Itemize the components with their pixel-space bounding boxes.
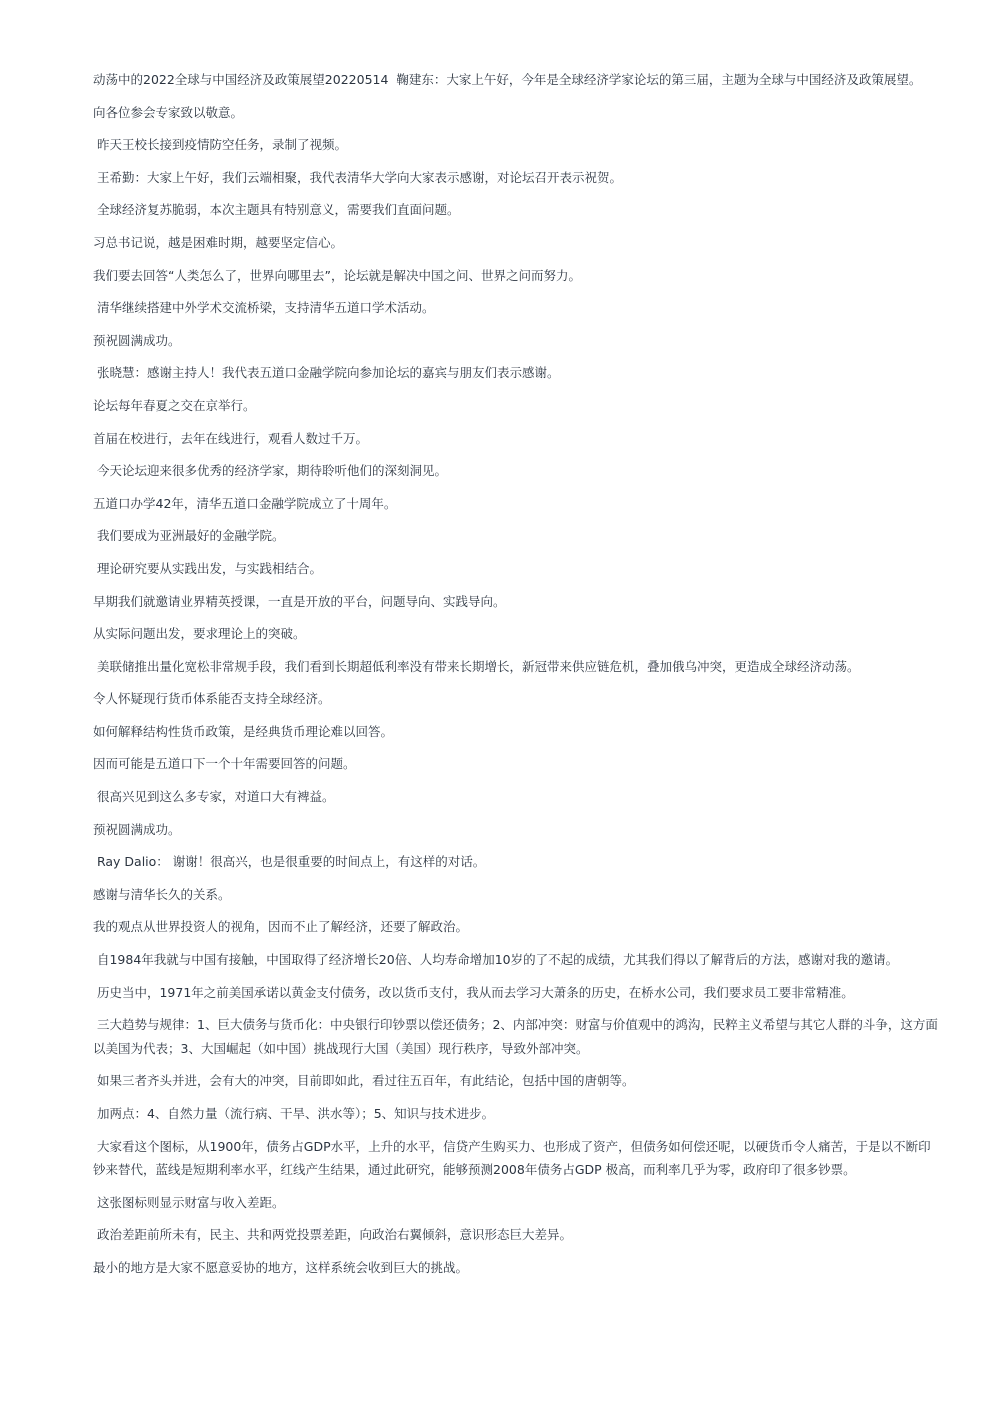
paragraph: 政治差距前所未有，民主、共和两党投票差距，向政治右翼倾斜，意识形态巨大差异。 [93,1227,572,1243]
paragraph: 如果三者齐头并进，会有大的冲突，目前即如此，看过往五百年，有此结论，包括中国的唐朝等。 [93,1073,635,1089]
paragraph: 论坛每年春夏之交在京举行。 [93,397,256,413]
paragraph: 如何解释结构性货币政策，是经典货币理论难以回答。 [93,723,394,739]
paragraph: 我们要去回答“人类怎么了，世界向哪里去”，论坛就是解决中国之问、世界之问而努力。 [93,267,581,283]
paragraph: 因而可能是五道口下一个十年需要回答的问题。 [93,756,356,772]
document-body [93,68,938,1288]
paragraph: 最小的地方是大家不愿意妥协的地方，这样系统会收到巨大的挑战。 [93,1259,469,1275]
paragraph: 习总书记说，越是困难时期，越要坚定信心。 [93,234,344,250]
paragraph: 清华继续搭建中外学术交流桥梁，支持清华五道口学术活动。 [93,300,435,316]
paragraph: 预祝圆满成功。 [93,821,181,837]
paragraph: 动荡中的2022全球与中国经济及政策展望20220514 鞠建东：大家上午好，今年是全球经济学家论坛的第三届，主题为全球与中国经济及政策展望。 [93,72,922,87]
paragraph: 从实际问题出发，要求理论上的突破。 [93,626,306,642]
paragraph: 早期我们就邀请业界精英授课，一直是开放的平台，问题导向、实践导向。 [93,593,506,609]
paragraph: 我们要成为亚洲最好的金融学院。 [93,528,285,544]
paragraph: 张晓慧：感谢主持人！我代表五道口金融学院向参加论坛的嘉宾与朋友们表示感谢。 [93,365,560,381]
paragraph: 理论研究要从实践出发，与实践相结合。 [93,560,322,576]
paragraph: 五道口办学42年，清华五道口金融学院成立了十周年。 [93,495,397,511]
paragraph: 大家看这个图标，从1900年，债务占GDP水平，上升的水平，信贷产生购买力、也形成了资产，但债务如何偿还呢，以硬货币令人痛苦，于是以不断印钞来替代，蓝线是短期利率水平，红线产生结果，通过此研究，能够预测2008年债务占GDP 极高，而利率几乎为零，政府印了很多钞票。 [93,1138,931,1177]
paragraph: 向各位参会专家致以敬意。 [93,104,244,120]
paragraph: 昨天王校长接到疫情防空任务，录制了视频。 [93,137,347,153]
paragraph: 美联储推出量化宽松非常规手段，我们看到长期超低利率没有带来长期增长，新冠带来供应链危机，叠加俄乌冲突，更造成全球经济动荡。 [93,658,860,674]
paragraph: 很高兴见到这么多专家，对道口大有裨益。 [93,789,335,805]
paragraph: 感谢与清华长久的关系。 [93,886,231,902]
paragraph: 历史当中，1971年之前美国承诺以黄金支付债务，改以货币支付，我从而去学习大萧条的历史，在桥水公司，我们要求员工要非常精准。 [93,984,854,1000]
paragraph: Ray Dalio： 谢谢！很高兴，也是很重要的时间点上，有这样的对话。 [93,854,486,870]
paragraph: 加两点：4、自然力量（流行病、干旱、洪水等）；5、知识与技术进步。 [93,1105,495,1121]
paragraph: 今天论坛迎来很多优秀的经济学家，期待聆听他们的深刻洞见。 [93,463,447,479]
paragraph: 三大趋势与规律：1、巨大债务与货币化：中央银行印钞票以偿还债务；2、内部冲突：财富与价值观中的鸿沟，民粹主义希望与其它人群的斗争，这方面以美国为代表；3、大国崛起（如中国）挑战现行大国（美国）现行秩序，导致外部冲突。 [93,1017,938,1056]
paragraph: 预祝圆满成功。 [93,332,181,348]
paragraph: 首届在校进行，去年在线进行，观看人数过千万。 [93,430,369,446]
paragraph: 全球经济复苏脆弱，本次主题具有特别意义，需要我们直面问题。 [93,202,460,218]
paragraph: 令人怀疑现行货币体系能否支持全球经济。 [93,691,331,707]
paragraph: 自1984年我就与中国有接触，中国取得了经济增长20倍、人均寿命增加10岁的了不起的成绩，尤其我们得以了解背后的方法，感谢对我的邀请。 [93,952,899,968]
paragraph: 王希勤：大家上午好，我们云端相聚，我代表清华大学向大家表示感谢，对论坛召开表示祝贺。 [93,169,622,185]
paragraph: 这张图标则显示财富与收入差距。 [93,1194,285,1210]
paragraph: 我的观点从世界投资人的视角，因而不止了解经济，还要了解政治。 [93,919,469,935]
